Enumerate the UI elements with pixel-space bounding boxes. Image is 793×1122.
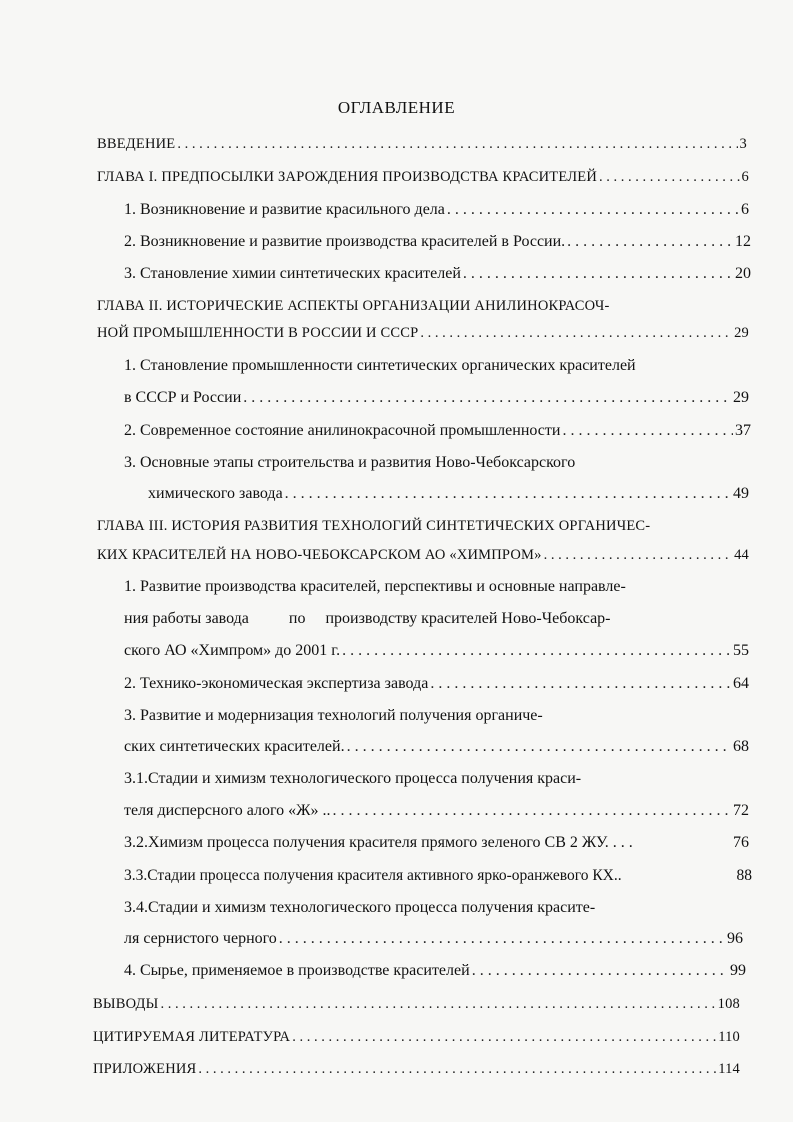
toc-entry-3-3-4: ля сернистого черного . . . 96 <box>124 929 743 949</box>
toc-entry-chapter-2: НОЙ ПРОМЫШЛЕННОСТИ В РОССИИ И СССР . . . 29 <box>97 323 749 343</box>
toc-entry-2-1: в СССР и России . . . 29 <box>124 388 749 408</box>
toc-entry-chapter-1: ГЛАВА I. ПРЕДПОСЫЛКИ ЗАРОЖДЕНИЯ ПРОИЗВОДСТВА КРАСИТЕЛЕЙ . . . 6 <box>97 167 749 187</box>
toc-entry-introduction: ВВЕДЕНИЕ . . . 3 <box>97 134 747 154</box>
toc-entry-2-1-line-1: 1. Становление промышленности синтетических органических красителей <box>124 357 636 374</box>
leader-dots <box>347 737 731 757</box>
leader-dots <box>599 167 740 187</box>
toc-entry-1-1: 1. Возникновение и развитие красильного дела . . . 6 <box>124 200 749 220</box>
leader-dots <box>447 200 739 220</box>
toc-entry-3-3-line-1: 3. Развитие и модернизация технологий получения органиче- <box>124 707 543 724</box>
toc-entry-3-3: ских синтетических красителей. . . . 68 <box>124 737 749 757</box>
leader-dots <box>243 388 731 408</box>
toc-entry-1-2: 2. Возникновение и развитие производства красителей в России. . . . 12 <box>124 232 751 252</box>
leader-dots <box>198 1059 716 1079</box>
leader-dots <box>279 929 725 949</box>
leader-dots <box>544 545 733 565</box>
toc-entry-appendices: ПРИЛОЖЕНИЯ . . . 114 <box>93 1059 740 1079</box>
toc-entry-chapter-3-line-1: ГЛАВА III. ИСТОРИЯ РАЗВИТИЯ ТЕХНОЛОГИЙ СИНТЕТИЧЕСКИХ ОРГАНИЧЕС- <box>97 518 651 534</box>
toc-entry-3-3-1-line-1: 3.1.Стадии и химизм технологического процесса получения краси- <box>124 770 582 787</box>
leader-dots <box>567 232 733 252</box>
toc-entry-chapter-2-line-1: ГЛАВА II. ИСТОРИЧЕСКИЕ АСПЕКТЫ ОРГАНИЗАЦИИ АНИЛИНОКРАСОЧ- <box>97 298 610 314</box>
toc-entry-3-3-1: теля дисперсного алого «Ж» .. . . . 72 <box>124 801 749 821</box>
toc-entry-3-3-4-line-1: 3.4.Стадии и химизм технологического процесса получения красите- <box>124 899 596 916</box>
toc-entry-3-4: 4. Сырье, применяемое в производстве красителей . . . 99 <box>124 961 746 981</box>
leader-dots <box>562 421 733 441</box>
toc-entry-3-1-line-1: 1. Развитие производства красителей, перспективы и основные направле- <box>124 578 626 595</box>
toc-entry-3-3-2: 3.2.Химизм процесса получения красителя прямого зеленого СВ 2 ЖУ. . . . 76 <box>124 834 749 851</box>
leader-dots <box>342 641 731 661</box>
leader-dots <box>177 134 737 154</box>
toc-entry-1-3: 3. Становление химии синтетических красителей . . . 20 <box>124 264 751 284</box>
leader-dots <box>160 994 715 1014</box>
toc-entry-2-3: химического завода . . . 49 <box>148 484 749 504</box>
toc-entry-2-3-line-1: 3. Основные этапы строительства и развития Ново-Чебоксарского <box>124 454 576 471</box>
leader-dots <box>420 323 732 343</box>
leader-dots <box>292 1027 716 1047</box>
toc-entry-3-3-3: 3.3.Стадии процесса получения красителя активного ярко-оранжевого КХ.. 88 <box>124 867 752 884</box>
leader-dots <box>285 484 731 504</box>
leader-dots <box>463 264 733 284</box>
toc-entry-conclusions: ВЫВОДЫ . . . 108 <box>93 994 740 1014</box>
leader-dots <box>472 961 728 981</box>
toc-entry-3-1: ского АО «Химпром» до 2001 г. . . . 55 <box>124 641 749 661</box>
toc-entry-2-2: 2. Современное состояние анилинокрасочной промышленности . . . 37 <box>124 421 751 441</box>
page-title: ОГЛАВЛЕНИЕ <box>337 98 456 117</box>
toc-entry-3-1-line-2: ния работы завода по производству красителей Ново-Чебоксар- <box>124 610 611 627</box>
toc-entry-references: ЦИТИРУЕМАЯ ЛИТЕРАТУРА . . . 110 <box>93 1027 740 1047</box>
leader-dots <box>332 801 731 821</box>
leader-dots <box>430 674 731 694</box>
toc-entry-chapter-3: КИХ КРАСИТЕЛЕЙ НА НОВО-ЧЕБОКСАРСКОМ АО «ХИМПРОМ» . . . 44 <box>97 545 749 565</box>
toc-entry-3-2: 2. Технико-экономическая экспертиза завода . . . 64 <box>124 674 749 694</box>
